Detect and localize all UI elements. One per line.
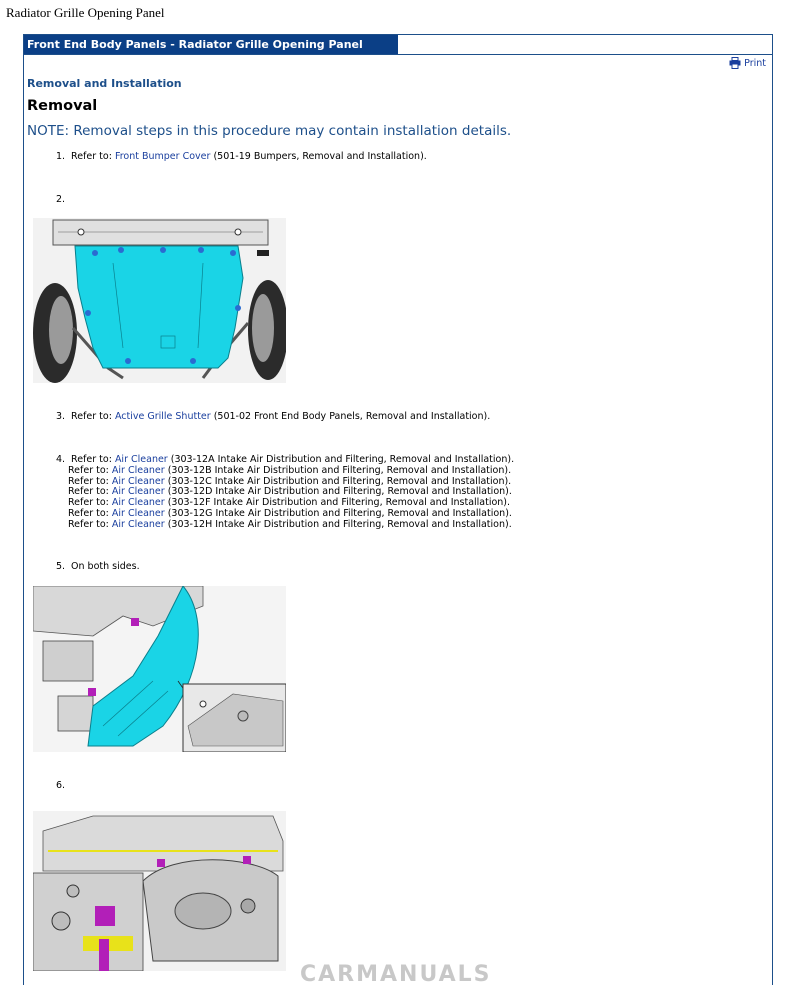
link-air-cleaner[interactable]: Air Cleaner: [111, 475, 165, 487]
step-1: [56, 152, 427, 163]
reference-suffix: (303-12C Intake Air Distribution and Filtering, Removal and Installation).: [167, 475, 512, 487]
step-number: 3.: [56, 411, 66, 422]
step-number: 5.: [56, 561, 66, 572]
step-3: [56, 412, 490, 423]
refer-to-label: Refer to:: [68, 475, 109, 487]
step-number: 4.: [56, 454, 66, 465]
figure-undershield: [33, 218, 286, 383]
step-2: [56, 195, 68, 206]
refer-to-label: Refer to:: [71, 454, 112, 465]
note-text: NOTE: Removal steps in this procedure may contain installation details.: [27, 123, 512, 139]
refer-to-label: Refer to:: [68, 464, 109, 476]
reference-suffix: (303-12F Intake Air Distribution and Filtering, Removal and Installation).: [167, 497, 511, 509]
link-front-bumper-cover[interactable]: Front Bumper Cover: [114, 151, 211, 162]
reference-suffix: (303-12G Intake Air Distribution and Filtering, Removal and Installation).: [167, 507, 512, 519]
link-air-cleaner[interactable]: Air Cleaner: [111, 497, 165, 509]
reference-line-7: [56, 520, 514, 531]
page-title: Radiator Grille Opening Panel: [6, 5, 165, 20]
reference-suffix: (501-19 Bumpers, Removal and Installation).: [213, 151, 427, 162]
link-air-cleaner[interactable]: Air Cleaner: [111, 507, 165, 519]
section-title: Removal and Installation: [27, 77, 182, 90]
procedure-frame: [23, 34, 773, 985]
link-air-cleaner[interactable]: Air Cleaner: [111, 464, 165, 476]
refer-to-label: Refer to:: [71, 411, 112, 422]
header-title: Front End Body Panels - Radiator Grille Opening Panel: [24, 35, 398, 54]
reference-suffix: (303-12D Intake Air Distribution and Filtering, Removal and Installation).: [167, 486, 512, 498]
refer-to-label: Refer to:: [68, 507, 109, 519]
reference-suffix: (303-12A Intake Air Distribution and Filtering, Removal and Installation).: [170, 454, 515, 465]
step-5: [56, 562, 140, 573]
reference-suffix: (501-02 Front End Body Panels, Removal and Installation).: [213, 411, 491, 422]
step-4: [56, 455, 514, 531]
figure-side-duct: [33, 586, 286, 752]
link-air-cleaner[interactable]: Air Cleaner: [111, 518, 165, 530]
refer-to-label: Refer to:: [68, 518, 109, 530]
link-active-grille-shutter[interactable]: Active Grille Shutter: [114, 411, 211, 422]
refer-to-label: Refer to:: [68, 497, 109, 509]
reference-suffix: (303-12H Intake Air Distribution and Filtering, Removal and Installation).: [167, 518, 512, 530]
step-6: [56, 781, 68, 792]
reference-suffix: (303-12B Intake Air Distribution and Filtering, Removal and Installation).: [167, 464, 512, 476]
step-number: 2.: [56, 194, 66, 205]
printer-icon: [729, 57, 741, 69]
print-label: Print: [744, 57, 766, 69]
watermark: CARMANUALS: [300, 962, 492, 987]
link-air-cleaner[interactable]: Air Cleaner: [114, 454, 168, 465]
header-rule: [24, 54, 772, 55]
step-text: On both sides.: [71, 561, 140, 572]
refer-to-label: Refer to:: [68, 486, 109, 498]
step-number: 6.: [56, 780, 66, 791]
refer-to-label: Refer to:: [71, 151, 112, 162]
figure-engine-bay: [33, 811, 286, 971]
print-button[interactable]: [729, 57, 766, 69]
removal-heading: Removal: [27, 98, 98, 114]
step-number: 1.: [56, 151, 66, 162]
link-air-cleaner[interactable]: Air Cleaner: [111, 486, 165, 498]
